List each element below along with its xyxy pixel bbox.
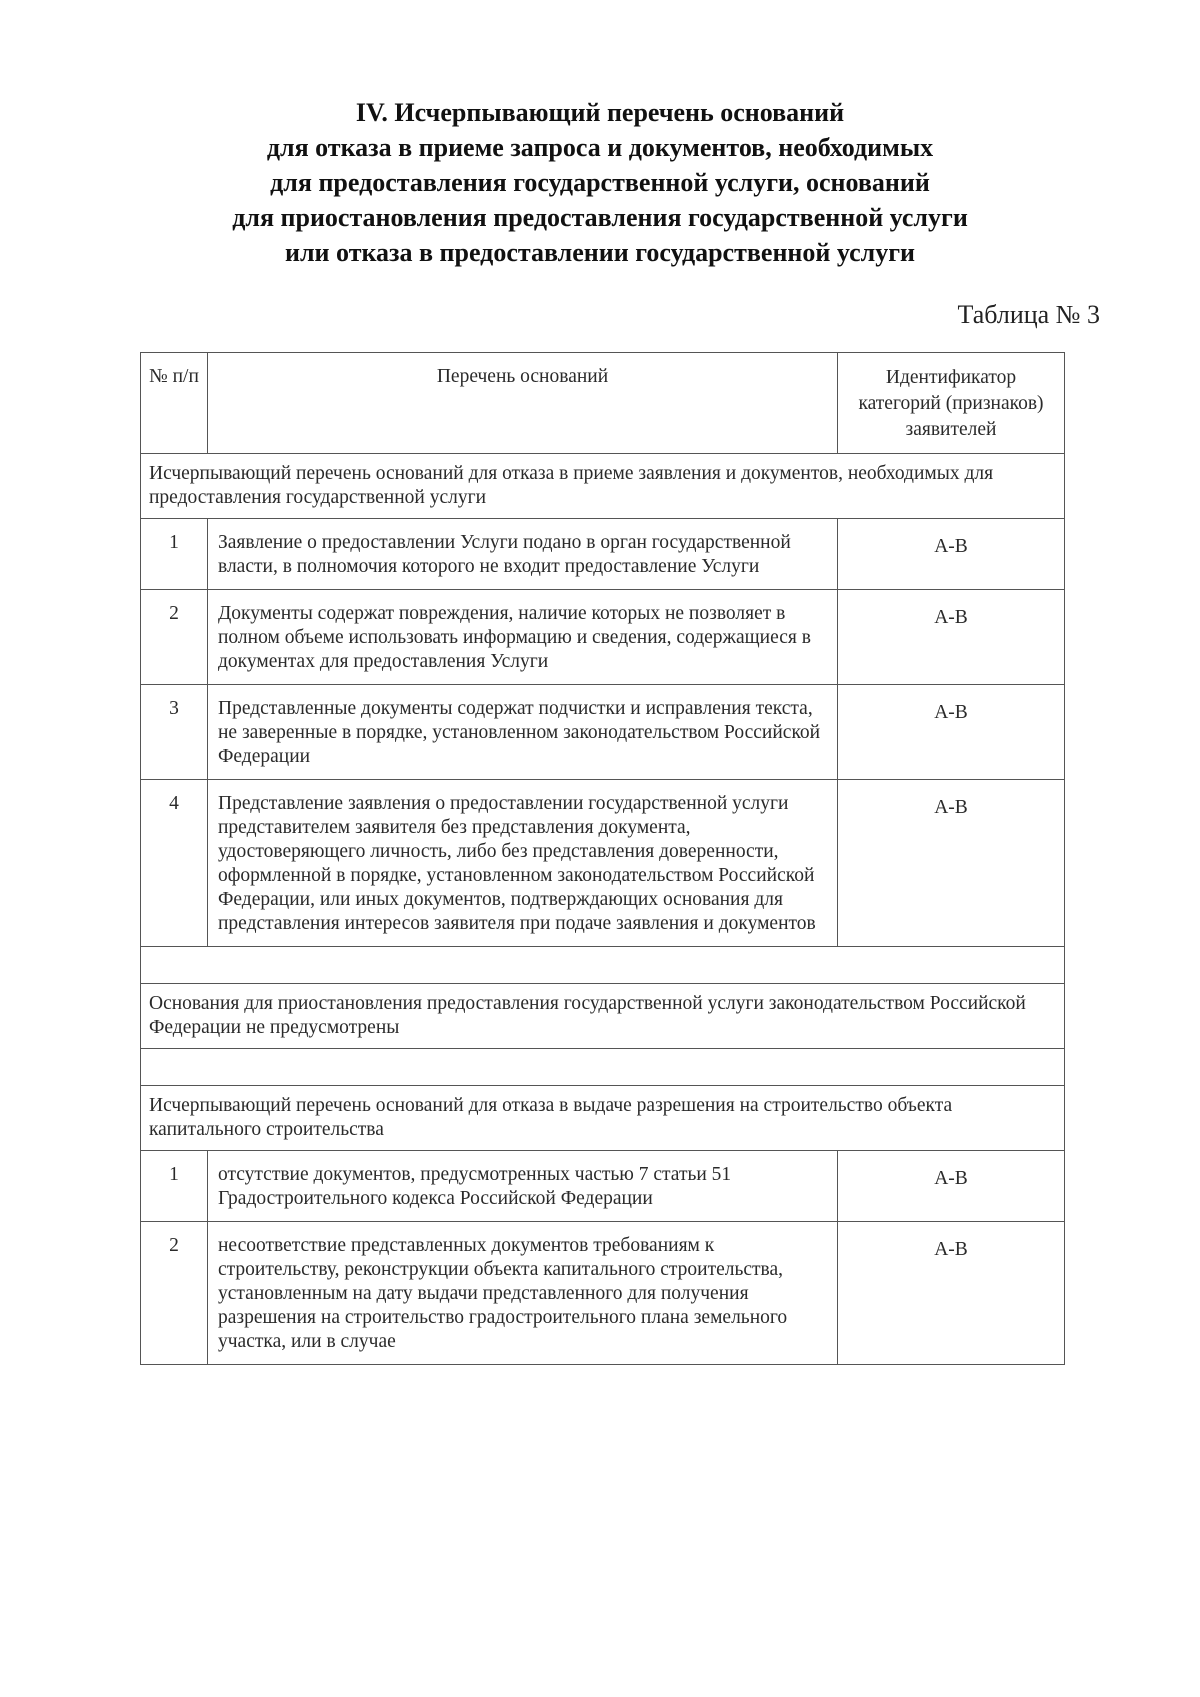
section-row — [141, 984, 1065, 1049]
identifier-value: А-В — [934, 536, 968, 557]
empty-row — [141, 1049, 1065, 1086]
column-header-num: № п/п — [141, 353, 208, 454]
row-reason-text: Представленные документы содержат подчистки и исправления текста, не заверенные в порядке, установленном законодательством Российской Федерации — [208, 685, 838, 780]
row-number: 4 — [141, 780, 208, 947]
table-row — [141, 685, 1065, 780]
section-row — [141, 454, 1065, 519]
section-row — [141, 1086, 1065, 1151]
row-reason-text: Заявление о предоставлении Услуги подано в орган государственной власти, в полномочия которого не входит предоставление Услуги — [208, 519, 838, 590]
table-row — [141, 590, 1065, 685]
heading-line-4: для приостановления предоставления государственной услуги — [232, 203, 968, 232]
section-title-suspension: Основания для приостановления предоставления государственной услуги законодательством Российской Федерации не предусмотрены — [141, 984, 1065, 1049]
row-identifier — [838, 780, 1065, 947]
identifier-value: А-В — [934, 1168, 968, 1189]
identifier-value: А-В — [934, 607, 968, 628]
row-number: 1 — [141, 1151, 208, 1222]
row-reason-text: отсутствие документов, предусмотренных частью 7 статьи 51 Градостроительного кодекса Российской Федерации — [208, 1151, 838, 1222]
heading-line-1: IV. Исчерпывающий перечень оснований — [355, 98, 845, 127]
section-title-refusal-acceptance: Исчерпывающий перечень оснований для отказа в приеме заявления и документов, необходимых для предоставления государственной услуги — [141, 454, 1065, 519]
identifier-value: А-В — [934, 1239, 968, 1260]
row-reason-text: Документы содержат повреждения, наличие которых не позволяет в полном объеме использовать информацию и сведения, содержащиеся в документах для предоставления Услуги — [208, 590, 838, 685]
empty-cell — [141, 1049, 1065, 1086]
section-heading — [150, 95, 1050, 270]
row-reason-text: Представление заявления о предоставлении государственной услуги представителем заявителя без представления документа, удостоверяющего личность, либо без представления доверенности, оформленной в порядке, установленном законодательством Российской Федерации, или иных документов, подтверждающих основания для представления интересов заявителя при подаче заявления и документов — [208, 780, 838, 947]
table-row — [141, 519, 1065, 590]
table-row — [141, 1222, 1065, 1365]
table-row — [141, 1151, 1065, 1222]
table-caption: Таблица № 3 — [957, 300, 1100, 329]
heading-line-2: для отказа в приеме запроса и документов, необходимых — [266, 133, 934, 162]
identifier-value: А-В — [934, 702, 968, 723]
heading-line-5: или отказа в предоставлении государственной услуги — [284, 238, 916, 267]
row-number: 1 — [141, 519, 208, 590]
heading-line-3: для предоставления государственной услуги, оснований — [270, 168, 930, 197]
column-header-identifier: Идентификатор категорий (признаков) заявителей — [838, 353, 1065, 454]
row-number: 2 — [141, 590, 208, 685]
row-identifier — [838, 685, 1065, 780]
row-identifier — [838, 590, 1065, 685]
empty-cell — [141, 947, 1065, 984]
column-header-reasons: Перечень оснований — [208, 353, 838, 454]
empty-row — [141, 947, 1065, 984]
row-number: 2 — [141, 1222, 208, 1365]
row-identifier — [838, 519, 1065, 590]
row-identifier — [838, 1151, 1065, 1222]
section-title-refusal-permit: Исчерпывающий перечень оснований для отказа в выдаче разрешения на строительство объекта капитального строительства — [141, 1086, 1065, 1151]
identifier-value: А-В — [934, 797, 968, 818]
row-number: 3 — [141, 685, 208, 780]
table-header-row — [141, 353, 1065, 454]
row-reason-text: несоответствие представленных документов требованиям к строительству, реконструкции объекта капитального строительства, установленным на дату выдачи представленного для получения разрешения на строительство градостроительного плана земельного участка, или в случае — [208, 1222, 838, 1365]
reasons-table — [140, 352, 1065, 1365]
table-row — [141, 780, 1065, 947]
row-identifier — [838, 1222, 1065, 1365]
